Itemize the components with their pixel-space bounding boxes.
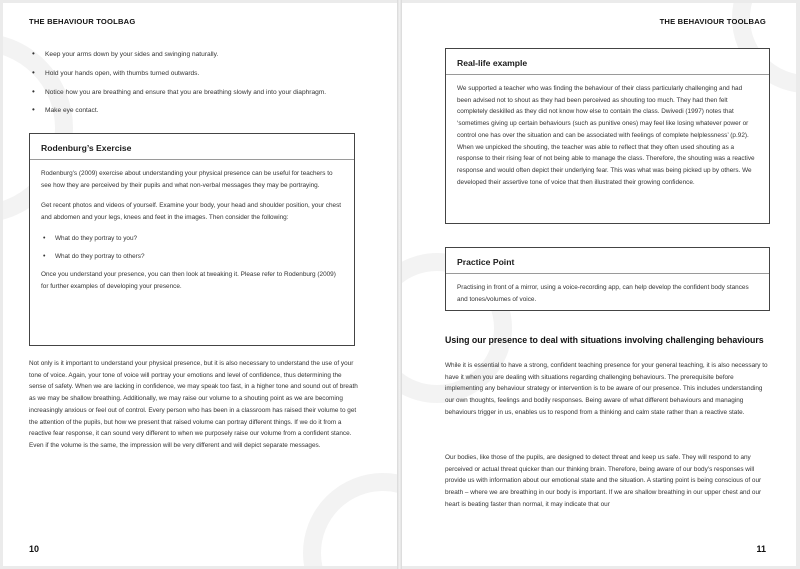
section-heading: Using our presence to deal with situations involving challenging behaviours bbox=[445, 335, 764, 345]
list-item: • What do they portray to you? bbox=[41, 233, 343, 245]
left-page bbox=[3, 3, 397, 566]
box-paragraph: We supported a teacher who was finding the behaviour of their class particularly challenging and had been advised not to shout as they had been perceived as shouting too much. They had then felt completely deskilled as they did not know how else to contain the class. Dwivedi (1997) notes that ‘sometimes giving up certain behaviours (such as punitive ones) may feel like losing whatever power or control one has over the situation and can be associated with feelings of complete helplessness’ (p.92). When we unpicked the shouting, the teacher was able to reflect that they often used shouting as a response to their rising fear of not being able to manage the class. Therefore, the shouting was a reactive response and would often depict their underlying fear. This was what was being picked up by others. We developed their assertive tone of voice that then illustrated their growing confidence. bbox=[457, 85, 755, 186]
list-item: • Notice how you are breathing and ensure that you are breathing slowly and into your diaphragm. bbox=[29, 89, 379, 98]
box-title: Rodenburg’s Exercise bbox=[41, 143, 132, 153]
box-paragraph: Rodenburg’s (2009) exercise about understanding your physical presence can be useful for teachers to see how they are perceived by their pupils and what non-verbal messages they may be portraying. bbox=[41, 170, 333, 189]
box-list bbox=[41, 233, 343, 262]
body-paragraph: Our bodies, like those of the pupils, are designed to detect threat and keep us safe. They will respond to any perceived or actual threat quicker than our thinking brain. Therefore, being aware of our body’s responses will provide us with information about our emotional state and the situation. A starting point is being conscious of our breath – where we are breathing in our body is important. If we are shallow breathing in our upper chest and our heart is beating faster than normal, it may indicate that our bbox=[445, 454, 762, 508]
practice-point-box bbox=[445, 247, 770, 311]
box-paragraph: Practising in front of a mirror, using a voice-recording app, can help develop the confident body stances and tones/volumes of voice. bbox=[457, 284, 749, 303]
page-number: 10 bbox=[29, 544, 40, 554]
box-paragraph: Get recent photos and videos of yourself. Examine your body, your head and shoulder position, your chest and abdomen and your legs, knees and feet in the images. Then consider the following: bbox=[41, 202, 342, 222]
divider bbox=[30, 159, 354, 160]
page-number: 11 bbox=[756, 544, 766, 554]
rodenburg-exercise-box bbox=[29, 133, 355, 346]
real-life-example-box bbox=[445, 48, 770, 224]
list-item: • Hold your hands open, with thumbs turned outwards. bbox=[29, 70, 379, 79]
running-head: THE BEHAVIOUR TOOLBAG bbox=[659, 17, 766, 26]
list-item: • Keep your arms down by your sides and swinging naturally. bbox=[29, 51, 379, 60]
list-item: • What do they portray to others? bbox=[41, 251, 343, 263]
list-item: • Make eye contact. bbox=[29, 107, 379, 116]
box-title: Practice Point bbox=[457, 257, 515, 267]
divider bbox=[446, 273, 769, 274]
body-paragraph: Not only is it important to understand your physical presence, but it is also necessary to understand the use of your tone of voice. Again, your tone of voice will portray your emotions and level of confidence, thus determining the sense of safety. When we are lacking in confidence, we may speak too fast, in a higher tone and sound out of breath as we may be shallow breathing. Additionally, we may raise our volume to a shouting point as we are becoming increasingly anxious or feel out of control. Every person who has been in a classroom has raised their volume to get the attention of the pupils, but how we present that raised volume can portray different things. If we do it from a reactive fear response, it can sound very different to when we purposely raise our volume from a confident stance. Even if the volume is the same, the impression will be very different and will depict separate messages. bbox=[29, 360, 358, 449]
decorative-circle bbox=[303, 473, 397, 566]
box-paragraph: Once you understand your presence, you can then look at tweaking it. Please refer to Rodenburg (2009) for further examples of developing your presence. bbox=[41, 271, 336, 290]
box-title: Real-life example bbox=[457, 58, 528, 68]
right-page bbox=[402, 3, 796, 566]
tips-list bbox=[29, 51, 379, 126]
divider bbox=[446, 74, 769, 75]
body-paragraph: While it is essential to have a strong, confident teaching presence for your general teaching, it is also necessary to have it when you are dealing with situations regarding challenging behaviours. The prerequisite before implementing any behaviour strategy or intervention is to be aware of our presence. This includes understanding our own thoughts, feelings and bodily responses. Being aware of what different behaviours and managing behaviours trigger in us, enables us to respond from a thinking and calm state rather than a reactive state. bbox=[445, 362, 768, 416]
running-head: THE BEHAVIOUR TOOLBAG bbox=[29, 17, 136, 26]
